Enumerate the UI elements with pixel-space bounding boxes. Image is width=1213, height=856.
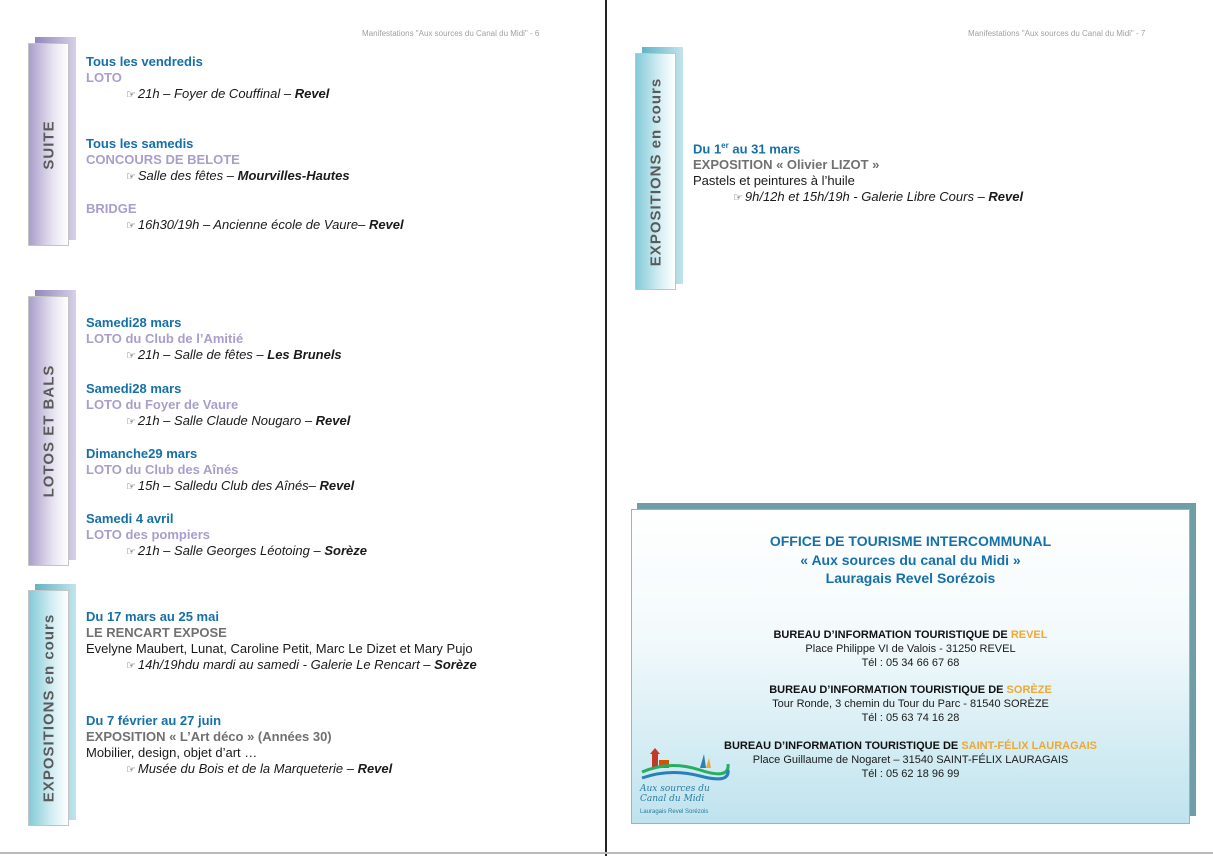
event-location: Sorèze (324, 543, 367, 558)
event-location: Revel (357, 761, 393, 776)
event-date: Samedi28 mars (86, 381, 182, 396)
event-location: Les Brunels (267, 347, 342, 362)
hand-icon: ☞ (126, 546, 136, 558)
event-date: Tous les samedis (86, 136, 194, 151)
event-date: Du 17 mars au 25 mai (86, 609, 219, 624)
logo-landscape-icon (640, 746, 730, 786)
hand-icon: ☞ (126, 89, 136, 101)
tab-expositions-right (635, 53, 676, 290)
event-expo-rencart (86, 609, 477, 674)
office-title: OFFICE DE TOURISME INTERCOMMUNAL (769, 533, 1052, 549)
office-region: Lauragais Revel Sorézois (825, 570, 996, 586)
hand-icon: ☞ (126, 764, 136, 776)
tab-lotos-label: LOTOS ET BALS (40, 364, 57, 498)
bureau-tel: Tél : 05 34 66 67 68 (861, 657, 960, 669)
event-title: LOTO (86, 70, 122, 85)
bureau-town: SORÈZE (1006, 684, 1052, 696)
bottom-border (0, 852, 1213, 854)
event-title: LE RENCART EXPOSE (86, 625, 227, 640)
event-description: Evelyne Maubert, Lunat, Caroline Petit, Marc Le Dizet et Mary Pujo (86, 641, 473, 656)
tab-expositions-right-label: EXPOSITIONS en cours (647, 77, 664, 266)
event-description: Pastels et peintures à l’huile (693, 173, 855, 189)
bureau-town: SAINT-FÉLIX LAURAGAIS (961, 740, 1097, 752)
event-location: Revel (368, 217, 404, 232)
tab-expositions-left-label: EXPOSITIONS en cours (40, 613, 57, 803)
event-title: BRIDGE (86, 201, 137, 216)
event-expo-lizot (693, 138, 1023, 206)
event-date: Dimanche29 mars (86, 446, 198, 461)
logo-text: Aux sources du Canal du Midi (640, 784, 710, 804)
event-location: Revel (294, 86, 330, 101)
bureau-tel: Tél : 05 62 18 96 99 (861, 768, 960, 780)
event-detail: ☞ 21h – Salle de fêtes – Les Brunels (126, 347, 342, 362)
event-detail: ☞ 16h30/19h – Ancienne école de Vaure– Revel (126, 217, 404, 232)
tab-suite-label: SUITE (40, 119, 57, 170)
bureau-tel: Tél : 05 63 74 16 28 (861, 712, 960, 724)
event-loto-amitie (86, 315, 342, 364)
event-loto-pompiers (86, 511, 367, 560)
hand-icon: ☞ (126, 220, 136, 232)
bureau-address: Tour Ronde, 3 chemin du Tour du Parc - 81540 SORÈZE (772, 698, 1049, 710)
event-title: CONCOURS DE BELOTE (86, 152, 240, 167)
bureau-revel: BUREAU D’INFORMATION TOURISTIQUE DE REVEL Place Philippe VI de Valois - 31250 REVEL Tél : 05 34 66 67 68 (632, 628, 1189, 670)
event-loto-vaure (86, 381, 350, 430)
office-tourisme-box (631, 509, 1190, 824)
bureau-soreze: BUREAU D’INFORMATION TOURISTIQUE DE SORÈZE Tour Ronde, 3 chemin du Tour du Parc - 81540 SORÈZE Tél : 05 63 74 16 28 (632, 683, 1189, 725)
event-date: Samedi 4 avril (86, 511, 174, 526)
event-detail: ☞ 14h/19hdu mardi au samedi - Galerie Le Rencart – Sorèze (126, 657, 477, 672)
event-detail: ☞ 21h – Foyer de Couffinal – Revel (126, 86, 330, 101)
event-location: Revel (315, 413, 351, 428)
hand-icon: ☞ (126, 350, 136, 362)
bureau-town: REVEL (1010, 629, 1048, 641)
event-detail: ☞ 9h/12h et 15h/19h - Galerie Libre Cours – Revel (733, 189, 1024, 205)
bureau-address: Place Guillaume de Nogaret – 31540 SAINT-FÉLIX LAURAGAIS (752, 754, 1069, 766)
bureau-address: Place Philippe VI de Valois - 31250 REVEL (805, 643, 1016, 655)
event-date: Du 1er au 31 mars (693, 141, 801, 157)
event-detail: ☞ Salle des fêtes – Mourvilles-Hautes (126, 168, 350, 183)
event-location: Revel (988, 189, 1024, 205)
hand-icon: ☞ (126, 416, 136, 428)
logo-subtext: Lauragais Revel Sorézois (640, 809, 709, 815)
event-location: Mourvilles-Hautes (237, 168, 350, 183)
hand-icon: ☞ (733, 192, 743, 205)
event-detail: ☞ Musée du Bois et de la Marqueterie – Revel (126, 761, 393, 776)
bureau-saint-felix: BUREAU D’INFORMATION TOURISTIQUE DE SAINT-FÉLIX LAURAGAIS Place Guillaume de Nogaret – 31540 SAINT-FÉLIX LAURAGAIS Tél : 05 62 18 96 99 (632, 739, 1189, 781)
event-title: EXPOSITION « L’Art déco » (Années 30) (86, 729, 332, 744)
office-logo (640, 746, 730, 818)
office-subtitle: « Aux sources du canal du Midi » (800, 552, 1021, 568)
tab-lotos (28, 296, 69, 566)
event-title: LOTO du Club des Aînés (86, 462, 239, 477)
event-suite-bridge (86, 201, 404, 234)
page-header-right: Manifestations "Aux sources du Canal du Midi" - 7 (968, 29, 1146, 38)
event-detail: ☞ 15h – Salledu Club des Aînés– Revel (126, 478, 355, 493)
page-divider (605, 0, 607, 856)
event-date: Samedi28 mars (86, 315, 182, 330)
event-location: Revel (319, 478, 355, 493)
event-title: LOTO du Foyer de Vaure (86, 397, 239, 412)
event-title: EXPOSITION « Olivier LIZOT » (693, 157, 880, 173)
event-location: Sorèze (434, 657, 477, 672)
hand-icon: ☞ (126, 481, 136, 493)
event-date: Tous les vendredis (86, 54, 203, 69)
event-description: Mobilier, design, objet d’art … (86, 745, 258, 760)
hand-icon: ☞ (126, 660, 136, 672)
event-date: Du 7 février au 27 juin (86, 713, 222, 728)
event-title: LOTO des pompiers (86, 527, 211, 542)
tab-expositions-left (28, 590, 69, 826)
hand-icon: ☞ (126, 171, 136, 183)
event-suite-samedis (86, 136, 350, 185)
page-header-left: Manifestations "Aux sources du Canal du Midi" - 6 (362, 29, 540, 38)
event-loto-aines (86, 446, 354, 495)
event-title: LOTO du Club de l’Amitié (86, 331, 244, 346)
event-detail: ☞ 21h – Salle Claude Nougaro – Revel (126, 413, 351, 428)
event-suite-vendredis (86, 54, 329, 103)
event-expo-artdeco (86, 713, 392, 778)
event-detail: ☞ 21h – Salle Georges Léotoing – Sorèze (126, 543, 367, 558)
tab-suite (28, 43, 69, 246)
